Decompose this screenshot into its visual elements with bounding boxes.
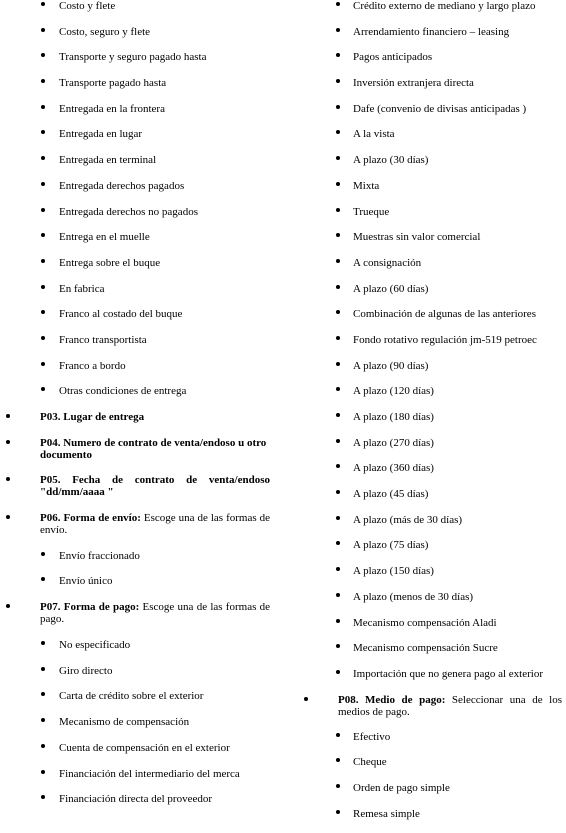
bullet-icon: [336, 105, 340, 109]
bullet-icon: [336, 130, 340, 134]
list-item: A plazo (90 días): [296, 360, 566, 386]
bullet-icon: [336, 758, 340, 762]
bullet-icon: [336, 310, 340, 314]
list-item: Financiación del intermediario del merca: [0, 768, 282, 794]
list-item: En fabrica: [0, 283, 282, 309]
bullet-icon: [336, 567, 340, 571]
list-item: A la vista: [296, 128, 566, 154]
bullet-icon: [41, 577, 45, 581]
list-item: Entrega en el muelle: [0, 231, 282, 257]
list-item: Entrega sobre el buque: [0, 257, 282, 283]
bullet-icon: [336, 464, 340, 468]
bullet-icon: [336, 259, 340, 263]
bullet-icon: [336, 670, 340, 674]
list-item: A plazo (60 días): [296, 283, 566, 309]
bullet-icon: [41, 387, 45, 391]
list-item: Efectivo: [296, 731, 566, 757]
list-item: Fondo rotativo regulación jm-519 petroec: [296, 334, 566, 360]
bullet-icon: [41, 130, 45, 134]
bullet-icon: [41, 285, 45, 289]
list-item: Giro directo: [0, 665, 282, 691]
list-item: A plazo (360 días): [296, 462, 566, 488]
payment-options-list: [296, 0, 566, 694]
right-column: [296, 0, 566, 833]
list-item: A plazo (150 días): [296, 565, 566, 591]
list-item: Arrendamiento financiero – leasing: [296, 26, 566, 52]
bullet-icon: [41, 28, 45, 32]
list-item: Costo y flete: [0, 0, 282, 26]
bullet-icon: [41, 795, 45, 799]
list-item: Muestras sin valor comercial: [296, 231, 566, 257]
list-item: Franco al costado del buque: [0, 308, 282, 334]
list-item: A plazo (menos de 30 días): [296, 591, 566, 617]
list-item: Mixta: [296, 180, 566, 206]
field-p03: P03. Lugar de entrega: [0, 411, 282, 437]
bullet-icon: [336, 810, 340, 814]
list-item: Pagos anticipados: [296, 51, 566, 77]
list-item: A plazo (más de 30 días): [296, 514, 566, 540]
bullet-icon: [41, 336, 45, 340]
bullet-icon: [336, 79, 340, 83]
incoterms-list: [0, 0, 282, 411]
list-item: Envío fraccionado: [0, 550, 282, 576]
list-item: Entregada en la frontera: [0, 103, 282, 129]
bullet-icon: [336, 619, 340, 623]
bullet-icon: [41, 259, 45, 263]
list-item: Cheque: [296, 756, 566, 782]
bullet-icon: [41, 208, 45, 212]
list-item: A plazo (75 días): [296, 539, 566, 565]
bullet-icon: [6, 440, 10, 444]
list-item: Dafe (convenio de divisas anticipadas ): [296, 103, 566, 129]
list-item: Entregada derechos no pagados: [0, 206, 282, 232]
list-item: Remesa simple: [296, 808, 566, 833]
bullet-icon: [336, 182, 340, 186]
bullet-icon: [336, 285, 340, 289]
list-item: Costo, seguro y flete: [0, 26, 282, 52]
list-item: A plazo (120 días): [296, 385, 566, 411]
bullet-icon: [336, 233, 340, 237]
list-item: Mecanismo de compensación: [0, 716, 282, 742]
list-item: Importación que no genera pago al exterior: [296, 668, 566, 694]
list-item: Franco a bordo: [0, 360, 282, 386]
bullet-icon: [336, 733, 340, 737]
bullet-icon: [336, 413, 340, 417]
list-item: Franco transportista: [0, 334, 282, 360]
bullet-icon: [336, 28, 340, 32]
bullet-icon: [304, 697, 308, 701]
left-column: [0, 0, 282, 819]
bullet-icon: [41, 362, 45, 366]
list-item: Trueque: [296, 206, 566, 232]
bullet-icon: [41, 310, 45, 314]
bullet-icon: [336, 2, 340, 6]
list-item: Mecanismo compensación Aladi: [296, 617, 566, 643]
list-item: Orden de pago simple: [296, 782, 566, 808]
bullet-icon: [41, 182, 45, 186]
list-item: Carta de crédito sobre el exterior: [0, 690, 282, 716]
bullet-icon: [336, 784, 340, 788]
bullet-icon: [336, 53, 340, 57]
list-item: Otras condiciones de entrega: [0, 385, 282, 411]
list-item: Inversión extranjera directa: [296, 77, 566, 103]
bullet-icon: [336, 387, 340, 391]
bullet-icon: [6, 414, 10, 418]
field-p08: P08. Medio de pago: Seleccionar una de los medios de pago.: [296, 694, 566, 731]
bullet-icon: [336, 516, 340, 520]
bullet-icon: [6, 604, 10, 608]
list-item: Entregada en lugar: [0, 128, 282, 154]
list-item: Envío único: [0, 575, 282, 601]
list-item: A plazo (45 días): [296, 488, 566, 514]
list-item: No especificado: [0, 639, 282, 665]
list-item: Cuenta de compensación en el exterior: [0, 742, 282, 768]
bullet-icon: [336, 439, 340, 443]
list-item: Mecanismo compensación Sucre: [296, 642, 566, 668]
bullet-icon: [336, 362, 340, 366]
bullet-icon: [336, 156, 340, 160]
field-p06: P06. Forma de envío: Escoge una de las formas de envío.: [0, 512, 282, 550]
bullet-icon: [41, 692, 45, 696]
bullet-icon: [41, 641, 45, 645]
field-p05: P05. Fecha de contrato de venta/endoso "dd/mm/aaaa ": [0, 474, 282, 512]
field-p04: P04. Numero de contrato de venta/endoso u otro documento: [0, 437, 282, 474]
bullet-icon: [336, 490, 340, 494]
bullet-icon: [41, 718, 45, 722]
bullet-icon: [6, 477, 10, 481]
bullet-icon: [41, 233, 45, 237]
list-item: A plazo (270 días): [296, 437, 566, 463]
bullet-icon: [336, 593, 340, 597]
bullet-icon: [41, 105, 45, 109]
bullet-icon: [336, 336, 340, 340]
list-item: A plazo (30 días): [296, 154, 566, 180]
bullet-icon: [41, 53, 45, 57]
bullet-icon: [41, 552, 45, 556]
field-p07: P07. Forma de pago: Escoge una de las formas de pago.: [0, 601, 282, 639]
bullet-icon: [41, 79, 45, 83]
bullet-icon: [6, 515, 10, 519]
bullet-icon: [41, 156, 45, 160]
bullet-icon: [41, 744, 45, 748]
list-item: A consignación: [296, 257, 566, 283]
list-item: Financiación directa del proveedor: [0, 793, 282, 819]
bullet-icon: [336, 541, 340, 545]
list-item: Entregada derechos pagados: [0, 180, 282, 206]
list-item: Entregada en terminal: [0, 154, 282, 180]
bullet-icon: [41, 2, 45, 6]
list-item: Crédito externo de mediano y largo plazo: [296, 0, 566, 26]
bullet-icon: [41, 667, 45, 671]
list-item: Transporte y seguro pagado hasta: [0, 51, 282, 77]
list-item: Transporte pagado hasta: [0, 77, 282, 103]
list-item: A plazo (180 días): [296, 411, 566, 437]
list-item: Combinación de algunas de las anteriores: [296, 308, 566, 334]
bullet-icon: [41, 770, 45, 774]
bullet-icon: [336, 644, 340, 648]
bullet-icon: [336, 208, 340, 212]
